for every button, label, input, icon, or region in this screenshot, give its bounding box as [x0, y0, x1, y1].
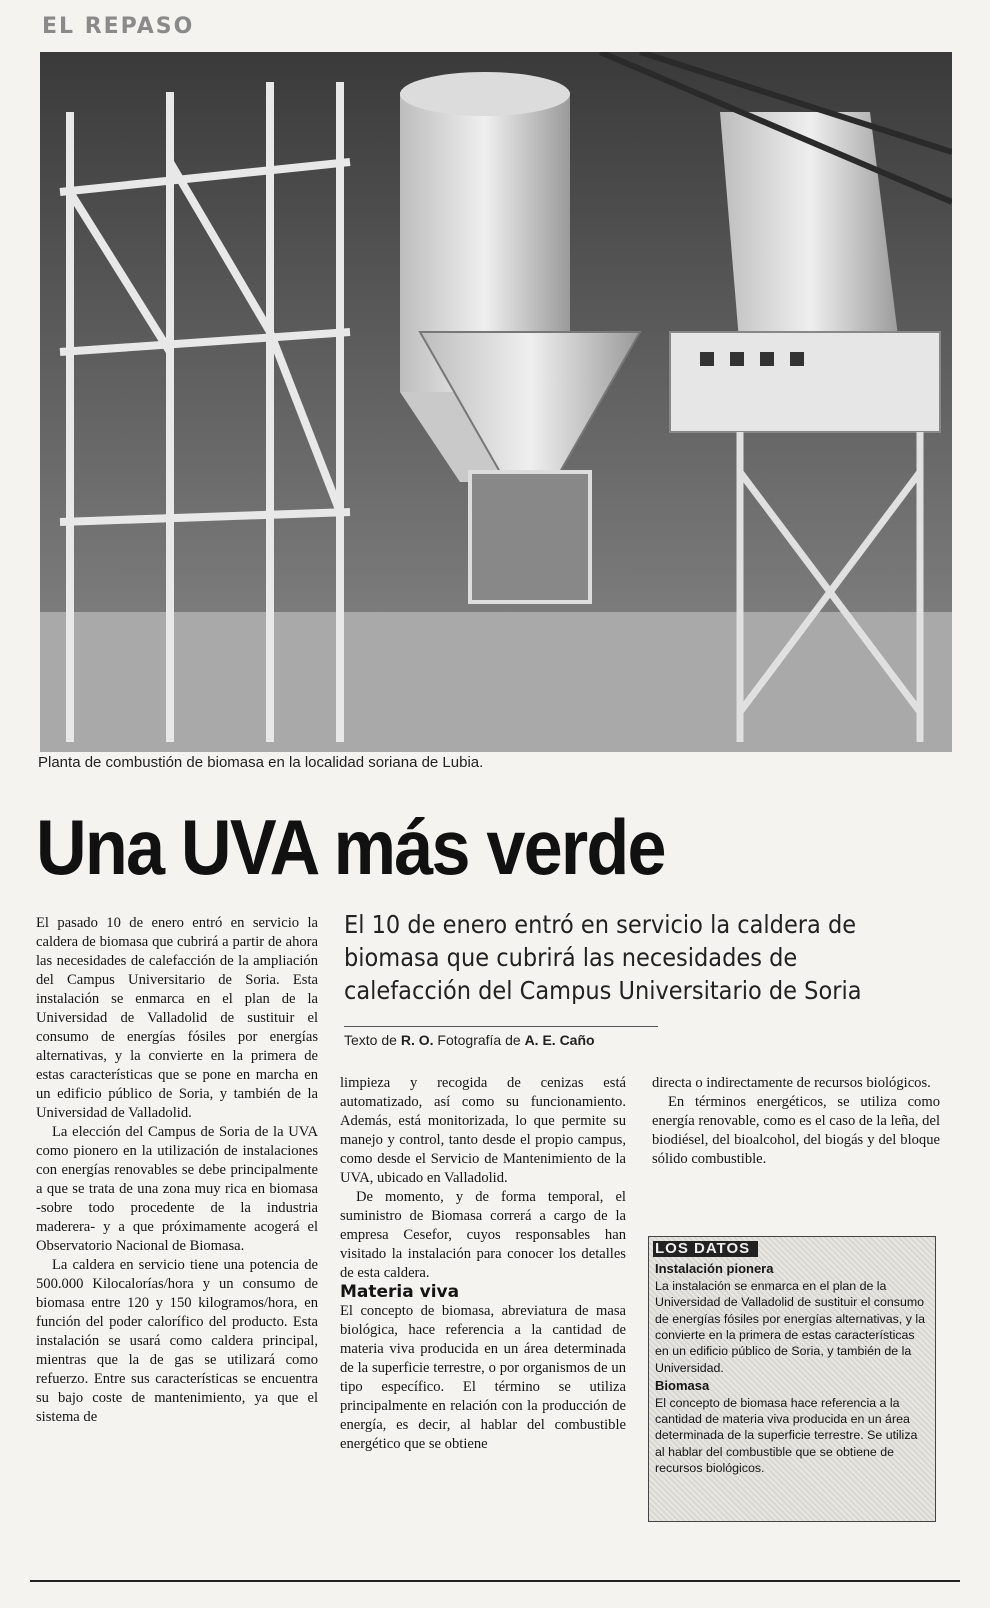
byline-photo-author: A. E. Caño	[524, 1032, 595, 1048]
divider	[344, 1026, 658, 1027]
section-label: EL REPASO	[42, 14, 195, 39]
facts-text: El concepto de biomasa hace referencia a la cantidad de materia viva producida en un área determinada de la superficie terrestre. Se utiliza al hablar del combustible que se obtiene de recursos biológicos.	[655, 1395, 918, 1476]
paragraph: De momento, y de forma temporal, el suministro de Biomasa correrá a cargo de la empresa Cesefor, cuyos responsables han visitado la instalación para conocer los detalles de esta caldera.	[340, 1189, 626, 1281]
facts-box	[648, 1236, 936, 1522]
article-column-1	[36, 914, 318, 1427]
byline-text-prefix: Texto de	[344, 1032, 401, 1048]
byline-text-author: R. O.	[400, 1032, 434, 1048]
paragraph: La elección del Campus de Soria de la UVA como pionero en la utilización de instalaciones con energías renovables se debe principalmente a que se trata de una zona muy rica en biomasa -sobre todo procedente de la industria maderera- y a que próximamente acogerá el Observatorio Nacional de Biomasa.	[36, 1124, 318, 1254]
byline	[344, 1032, 595, 1048]
biomass-plant-photo	[40, 52, 952, 752]
plant-illustration	[40, 52, 952, 752]
paragraph: La caldera en servicio tiene una potencia de 500.000 Kilocalorías/hora y un consumo de biomasa entre 120 y 150 kilogramos/hora, en función del poder calorífico del producto. Esta instalación se usará como caldera principal, mientras que la de gas se utilizará como refuerzo. Entre sus características se encuentra su bajo coste de mantenimiento, ya que el sistema de	[36, 1257, 318, 1425]
facts-heading: Biomasa	[655, 1378, 710, 1394]
paragraph: limpieza y recogida de cenizas está automatizado, así como su funcionamiento. Además, está monitorizada, lo que permite su manejo y control, tanto desde el propio campus, como desde el Servicio de Mantenimiento de la UVA, ubicado en Valladolid.	[340, 1075, 626, 1186]
paragraph: El concepto de biomasa, abreviatura de masa biológica, hace referencia a la cantidad de materia viva producida en un área determinada de la superficie terrestre, o por organismos de un tipo específico. El término se utiliza principalmente en relación con la producción de energía, es decir, al hablar del combustible energético que se obtiene	[340, 1303, 626, 1452]
facts-heading: Instalación pionera	[655, 1261, 774, 1277]
paragraph: En términos energéticos, se utiliza como energía renovable, como es el caso de la leña, del biodiésel, del bioalcohol, del biogás y del bloque sólido combustible.	[652, 1094, 940, 1167]
page-bottom-rule	[30, 1580, 960, 1582]
photo-caption: Planta de combustión de biomasa en la localidad soriana de Lubia.	[38, 754, 484, 771]
paragraph: directa o indirectamente de recursos biológicos.	[652, 1075, 931, 1091]
headline: Una UVA más verde	[36, 803, 665, 891]
article-column-2	[340, 1074, 626, 1454]
facts-box-title: LOS DATOS	[653, 1241, 758, 1257]
facts-text: La instalación se enmarca en el plan de la Universidad de Valladolid de sustituir el consumo de energías fósiles por energías alternativas, y la convierte en la primera de estas características en un edificio público de Soria, y también de la Universidad.	[655, 1278, 925, 1375]
byline-photo-prefix: Fotografía de	[433, 1032, 525, 1048]
subheadline: El 10 de enero entró en servicio la caldera de biomasa que cubrirá las necesidades de calefacción del Campus Universitario de Soria	[344, 910, 862, 1005]
section-heading: Materia viva	[340, 1282, 460, 1302]
paragraph: El pasado 10 de enero entró en servicio la caldera de biomasa que cubrirá a partir de ahora las necesidades de calefacción de la ampliación del Campus Universitario de Soria. Esta instalación se enmarca en el plan de la Universidad de Valladolid de sustituir el consumo de energías fósiles por energías alternativas, y la convierte en la primera de estas características que se pone en marcha en un edificio público de Soria, y también de la Universidad de Valladolid.	[36, 915, 318, 1121]
article-column-3	[652, 1074, 940, 1169]
